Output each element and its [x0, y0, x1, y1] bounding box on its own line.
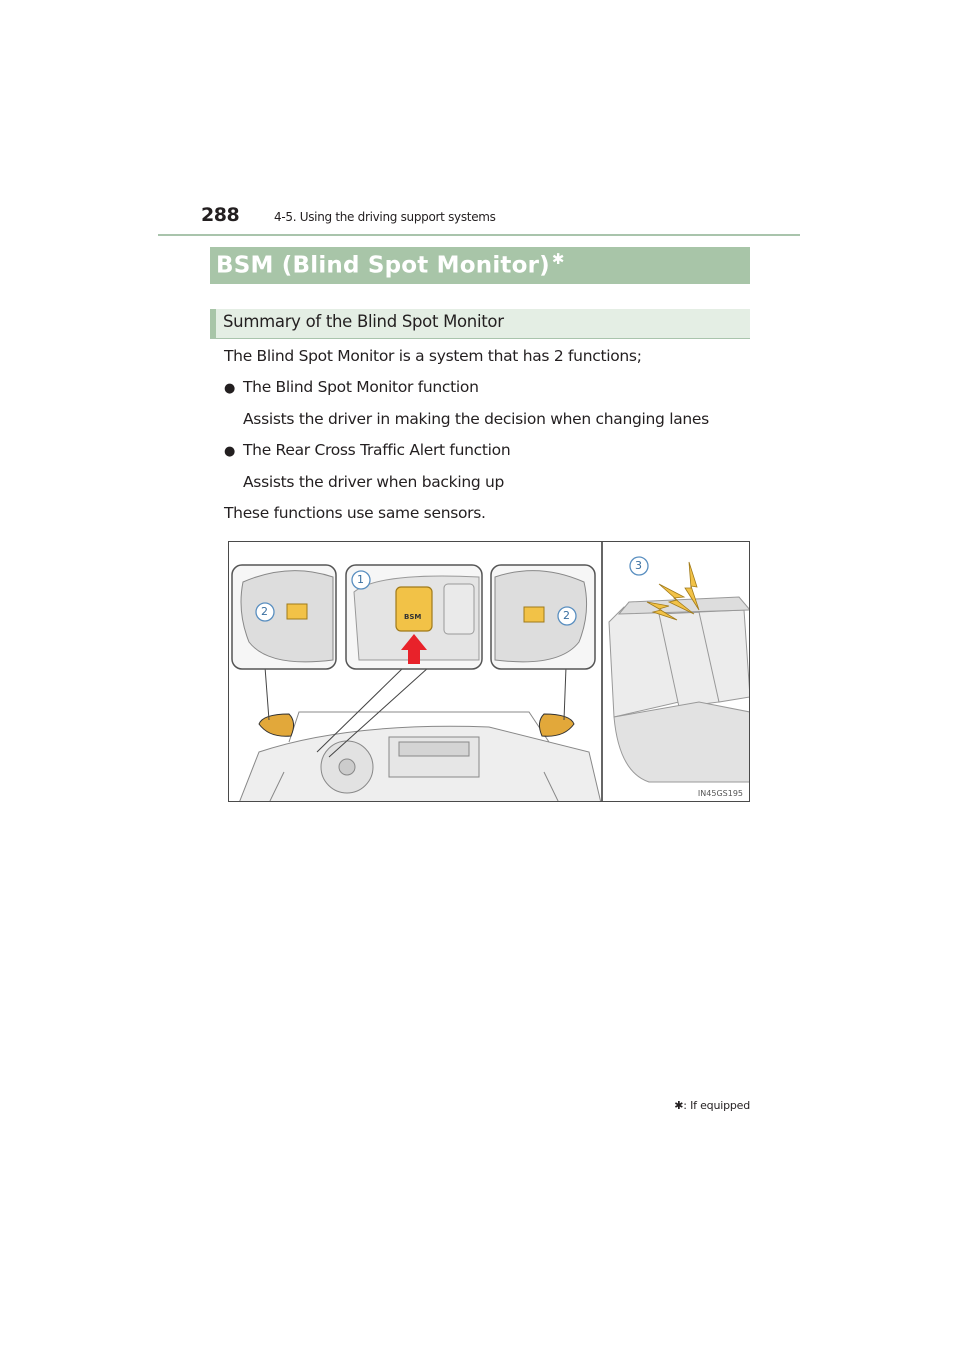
right-mirror-icon — [539, 714, 574, 736]
function-1-name: The Blind Spot Monitor function — [243, 378, 479, 396]
bullet-icon: ● — [224, 444, 236, 459]
closing-paragraph: These functions use same sensors. — [224, 504, 486, 522]
bsm-button-label: BSM — [404, 613, 422, 621]
subsection-title: Summary of the Blind Spot Monitor — [223, 312, 504, 331]
figure-code: IN45GS195 — [697, 789, 743, 798]
callout-2-left: 2 — [261, 605, 268, 618]
bsm-illustration — [228, 541, 750, 802]
bsm-illustration-drawing — [229, 542, 750, 802]
section-title-bar — [210, 247, 750, 284]
section-breadcrumb: 4-5. Using the driving support systems — [274, 210, 496, 224]
callout-1: 1 — [357, 573, 364, 586]
section-title — [216, 250, 565, 279]
intro-paragraph: The Blind Spot Monitor is a system that has 2 functions; — [224, 347, 642, 365]
rear-seat-drawing — [609, 597, 750, 782]
function-2-name: The Rear Cross Traffic Alert function — [243, 441, 511, 459]
footnote-text: : If equipped — [683, 1099, 750, 1112]
equipped-marker: ✱ — [551, 250, 565, 268]
function-2-description: Assists the driver when backing up — [243, 473, 505, 491]
inset-left-mirror — [232, 565, 336, 669]
page-header — [158, 204, 800, 236]
left-mirror-icon — [259, 714, 294, 736]
inset-right-mirror — [491, 565, 595, 669]
bullet-icon: ● — [224, 381, 236, 396]
callout-2-right: 2 — [563, 609, 570, 622]
footnote — [674, 1099, 750, 1112]
subsection-bar — [210, 309, 750, 339]
function-1-description: Assists the driver in making the decision when changing lanes — [243, 410, 709, 428]
subsection-accent — [210, 309, 216, 338]
callout-3: 3 — [635, 559, 642, 572]
footnote-marker: ✱ — [674, 1099, 684, 1112]
page-number: 288 — [201, 204, 240, 226]
section-title-text: BSM (Blind Spot Monitor) — [216, 252, 550, 279]
